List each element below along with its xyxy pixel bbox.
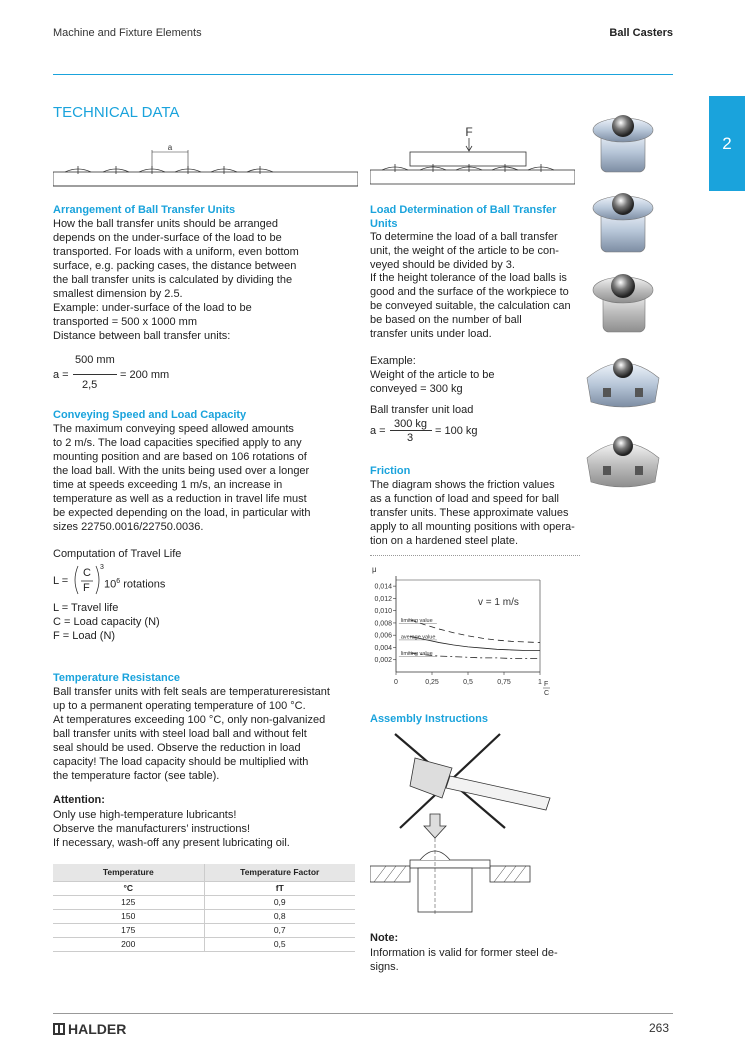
text-line: time at speeds exceeding 1 m/s, an increase in <box>53 479 283 491</box>
series-label: average value <box>400 634 436 641</box>
x-tick-label: 0 <box>394 679 398 686</box>
text-line: the temperature factor (see table). <box>53 770 220 782</box>
text-line: up to a permanent operating temperature of 100 °C. <box>53 700 306 712</box>
speed-annotation: v = 1 m/s <box>478 597 519 608</box>
y-tick-label: 0,014 <box>374 583 392 591</box>
heading-temperature: Temperature Resistance <box>53 672 180 684</box>
load-formula-denominator: 3 <box>407 432 414 444</box>
x-tick-label: 1 <box>538 679 542 686</box>
header-section-name: Machine and Fixture Elements <box>53 27 202 39</box>
chapter-tab: 2 <box>709 96 745 191</box>
table-cell: 200 <box>53 937 204 951</box>
fraction-line <box>73 374 117 375</box>
formula-lhs: a = <box>53 369 69 381</box>
text-line: conveyed = 300 kg <box>370 383 463 395</box>
text-line: Example: under-surface of the load to be <box>53 302 252 314</box>
text-line: to 2 m/s. The load capacities specified apply to any <box>53 437 302 449</box>
text-line: capacity! The load capacity should be multiplied with <box>53 756 309 768</box>
y-tick-label: 0,004 <box>374 644 392 652</box>
text-line: seal should be used. Observe the reduction in load <box>53 742 301 754</box>
formula-result: = 200 mm <box>120 369 170 381</box>
ball-caster-image-2 <box>593 193 653 252</box>
travel-life-heading: Computation of Travel Life <box>53 548 182 560</box>
logo-text: HALDER <box>68 1021 127 1037</box>
rhs-exp: 6 <box>116 578 121 585</box>
table-cell: 0,7 <box>204 923 355 937</box>
heading-load <box>370 203 556 231</box>
text-line: Ball transfer units with felt seals are temperatureresistant <box>53 686 330 698</box>
heading-conveying: Conveying Speed and Load Capacity <box>53 409 247 421</box>
text-line: At temperatures exceeding 100 °C, only non-galvanized <box>53 714 326 726</box>
travel-life-exp: 3 <box>100 564 104 571</box>
heading-friction: Friction <box>370 465 411 477</box>
ball-caster-image-5 <box>587 436 659 487</box>
y-tick-label: 0,010 <box>374 608 392 616</box>
assembly-diagram <box>370 728 575 918</box>
table-row <box>53 895 355 909</box>
x-tick-label: 0,25 <box>425 679 439 686</box>
travel-life-lhs: L = <box>53 575 69 587</box>
text-line: Example: <box>370 355 416 367</box>
text-line: transported = 500 x 1000 mm <box>53 316 197 328</box>
text-line: Weight of the article to be <box>370 369 495 381</box>
table-cell: 0,9 <box>204 895 355 909</box>
text-line: unit, the weight of the article to be con- <box>370 245 559 257</box>
x-tick-label: 0,5 <box>463 679 473 686</box>
text-line: ball transfer units with steel load ball and without felt <box>53 728 307 740</box>
dimension-label-a: a <box>167 143 173 152</box>
y-tick-label: 0,008 <box>374 620 392 628</box>
temperature-text <box>53 685 353 783</box>
table-cell: 125 <box>53 895 204 909</box>
table-header-row <box>53 864 355 881</box>
temperature-factor-table <box>53 864 355 952</box>
table-header-cell: Temperature <box>53 864 204 881</box>
table-unit-row <box>53 881 355 895</box>
arrow-down-icon <box>424 814 446 838</box>
attention-text <box>53 808 290 850</box>
text-line: mounting position and are based on 106 rotations of <box>53 451 307 463</box>
formula-denominator: 2,5 <box>82 379 98 391</box>
y-axis-label: μ <box>372 565 377 574</box>
text-line: To determine the load of a ball transfer <box>370 231 558 243</box>
load-formula-numerator: 300 kg <box>394 418 428 430</box>
x-axis-label-den: C <box>544 690 550 697</box>
travel-life-rhs <box>104 575 165 592</box>
table-row <box>53 909 355 923</box>
text-line: Only use high-temperature lubricants! <box>53 809 237 821</box>
text-line: Distance between ball transfer units: <box>53 330 231 342</box>
section-divider <box>370 555 580 556</box>
header-rule <box>53 74 673 75</box>
legend-line: L = Travel life <box>53 602 119 614</box>
table-cell: 175 <box>53 923 204 937</box>
text-line: be conveyed suitable, the calculation can <box>370 300 571 312</box>
heading-line: Units <box>370 218 398 230</box>
table-cell: °C <box>53 881 204 895</box>
company-logo <box>53 1021 126 1037</box>
load-formula-result: = 100 kg <box>435 425 478 437</box>
heading-assembly: Assembly Instructions <box>370 713 488 725</box>
text-line: good and the surface of the workpiece to <box>370 286 569 298</box>
series-label: limiting value <box>400 650 433 657</box>
table-cell: fT <box>204 881 355 895</box>
text-line: Observe the manufacturers’ instructions! <box>53 823 251 835</box>
heading-attention: Attention: <box>53 794 105 806</box>
load-text-1 <box>370 230 585 272</box>
text-line: be based on the number of ball <box>370 314 522 326</box>
travel-life-legend <box>53 601 160 643</box>
text-line: How the ball transfer units should be arranged <box>53 218 279 230</box>
text-line: as a function of load and speed for ball <box>370 493 559 505</box>
series-label: limiting value <box>400 617 433 624</box>
ball-caster-image-4 <box>587 358 659 407</box>
legend-line: F = Load (N) <box>53 630 116 642</box>
heading-note: Note: <box>370 932 399 944</box>
text-line: depends on the under-surface of the load to be <box>53 232 282 244</box>
unit-load-label: Ball transfer unit load <box>370 404 474 416</box>
load-example <box>370 354 495 396</box>
text-line: signs. <box>370 961 399 973</box>
table-row <box>53 923 355 937</box>
travel-life-num: C <box>83 567 91 579</box>
text-line: If necessary, wash-off any present lubricating oil. <box>53 837 290 849</box>
text-line: transfer units. These approximate values <box>370 507 569 519</box>
conveying-text <box>53 422 353 534</box>
hammer-icon <box>410 758 550 810</box>
text-line: If the height tolerance of the load balls is <box>370 272 567 284</box>
text-line: be expected depending on the load, in particular with <box>53 507 311 519</box>
text-line: Information is valid for former steel de- <box>370 947 558 959</box>
table-cell: 0,5 <box>204 937 355 951</box>
table-cell: 0,8 <box>204 909 355 923</box>
ball-caster-image-1 <box>593 115 653 172</box>
load-text-2 <box>370 271 585 341</box>
page-number: 263 <box>648 1021 669 1035</box>
heading-line: Load Determination of Ball Transfer <box>370 204 557 216</box>
footer-rule <box>53 1013 673 1014</box>
text-line: transfer units under load. <box>370 328 492 340</box>
text-line: veyed should be divided by 3. <box>370 259 515 271</box>
rhs-text: rotations <box>123 578 166 591</box>
header-chapter-name: Ball Casters <box>609 27 673 39</box>
text-line: The diagram shows the friction values <box>370 479 555 491</box>
arrangement-text <box>53 217 353 343</box>
x-tick-label: 0,75 <box>497 679 511 686</box>
logo-mark-icon <box>53 1023 65 1035</box>
text-line: transported. For loads with a uniform, even bottom <box>53 246 299 258</box>
note-text <box>370 946 558 974</box>
y-tick-label: 0,002 <box>374 657 392 665</box>
text-line: the load ball. With the units being used over a longer <box>53 465 310 477</box>
load-diagram <box>370 124 575 188</box>
rhs-base: 10 <box>104 578 117 591</box>
legend-line: C = Load capacity (N) <box>53 616 160 628</box>
y-tick-label: 0,006 <box>374 632 392 640</box>
table-header-cell: Temperature Factor <box>204 864 355 881</box>
text-line: smallest dimension by 2.5. <box>53 288 183 300</box>
load-formula-lhs: a = <box>370 425 386 437</box>
text-line: surface, e.g. packing cases, the distance between <box>53 260 297 272</box>
text-line: tion on a hardened steel plate. <box>370 535 519 547</box>
text-line: apply to all mounting positions with opera- <box>370 521 575 533</box>
table-cell: 150 <box>53 909 204 923</box>
arrangement-diagram <box>53 140 358 190</box>
friction-text <box>370 478 585 548</box>
travel-life-den: F <box>83 582 90 594</box>
text-line: the ball transfer units is calculated by dividing the <box>53 274 293 286</box>
y-tick-label: 0,012 <box>374 595 392 603</box>
text-line: The maximum conveying speed allowed amounts <box>53 423 294 435</box>
page-title: TECHNICAL DATA <box>53 104 180 121</box>
text-line: temperature as well as a reduction in travel life must <box>53 493 307 505</box>
product-images <box>585 110 660 500</box>
formula-numerator: 500 mm <box>75 354 115 366</box>
table-row <box>53 937 355 951</box>
x-axis-label-num: F <box>544 681 549 688</box>
friction-chart <box>368 562 558 698</box>
ball-caster-image-3 <box>593 274 653 332</box>
load-label-f: F <box>465 125 473 139</box>
heading-arrangement: Arrangement of Ball Transfer Units <box>53 204 236 216</box>
text-line: sizes 22750.0016/22750.0036. <box>53 521 204 533</box>
